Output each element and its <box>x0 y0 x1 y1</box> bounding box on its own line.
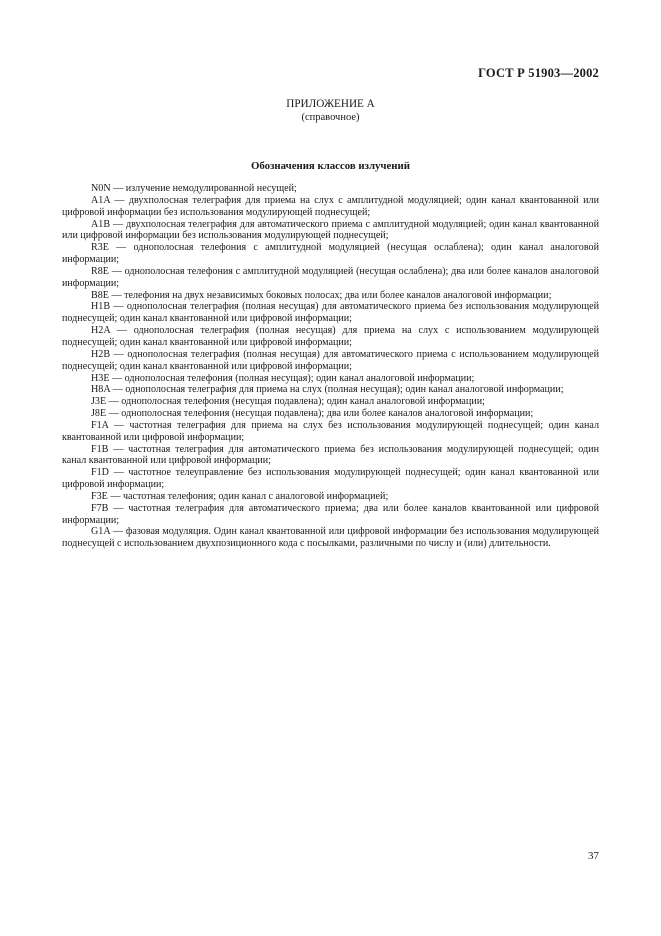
list-item: G1A — фазовая модуляция. Один канал квантованной или цифровой информации без использования модулирующей поднесущей с использованием двухпозиционного кода с посылками, различными по числу и (или) длительности. <box>62 526 599 550</box>
appendix-subtitle: (справочное) <box>301 112 360 123</box>
section-title: Обозначения классов излучений <box>251 160 410 172</box>
list-item: J3E — однополосная телефония (несущая подавлена); один канал аналоговой информации; <box>91 396 485 408</box>
appendix-title: ПРИЛОЖЕНИЕ А <box>286 98 375 110</box>
list-item: H2B — однополосная телеграфия (полная несущая) для автоматического приема с использованием модулирующей поднесущей; один канал квантованной или цифровой информации; <box>62 348 599 372</box>
list-item: H3E — однополосная телефония (полная несущая); один канал аналоговой информации; <box>91 372 475 384</box>
list-item: F3E — частотная телефония; один канал с аналоговой информацией; <box>91 490 389 502</box>
list-item: A1A — двухполосная телеграфия для приема на слух с амплитудной модуляцией; один канал квантованной или цифровой информации без использования модулирующей поднесущей; <box>62 194 599 218</box>
list-item: B8E — телефония на двух независимых боковых полосах; два или более каналов аналоговой информации; <box>91 289 552 301</box>
list-item: A1B — двухполосная телеграфия для автоматического приема с амплитудной модуляцией; один канал квантованной или цифровой информации без использования модулирующей поднесущей; <box>62 218 599 242</box>
list-item: H8A — однополосная телеграфия для приема на слух (полная несущая); один канал аналоговой информации; <box>91 384 564 396</box>
emission-class-list <box>62 183 599 550</box>
list-item: F7B — частотная телеграфия для автоматического приема; два или более каналов квантованной или цифровой информации; <box>62 502 599 526</box>
standard-code: ГОСТ Р 51903—2002 <box>478 66 599 80</box>
list-item: H1B — однополосная телеграфия (полная несущая) для автоматического приема без использования модулирующей поднесущей; один канал квантованной или цифровой информации; <box>62 301 599 325</box>
list-item: R8E — однополосная телефония с амплитудной модуляцией (несущая ослаблена); два или более каналов аналоговой информации; <box>62 265 599 289</box>
appendix-heading <box>0 98 661 124</box>
list-item: F1A — частотная телеграфия для приема на слух без использования модулирующей поднесущей; один канал квантованной или цифровой информации; <box>62 419 599 443</box>
list-item: R3E — однополосная телефония с амплитудной модуляцией (несущая ослаблена); один канал аналоговой информации; <box>62 242 599 266</box>
list-item: J8E — однополосная телефония (несущая подавлена); два или более каналов аналоговой информации; <box>91 408 534 420</box>
list-item: H2A — однополосная телеграфия (полная несущая) для приема на слух с использованием модулирующей поднесущей; один канал квантованной или цифровой информации; <box>62 325 599 348</box>
page-number: 37 <box>588 850 599 862</box>
list-item: N0N — излучение немодулированной несущей; <box>91 183 297 194</box>
list-item: F1B — частотная телеграфия для автоматического приема без использования модулирующей поднесущей; один канал квантованной или цифровой информации; <box>62 443 599 467</box>
list-item: F1D — частотное телеуправление без использования модулирующей поднесущей; один канал квантованной или цифровой информации; <box>62 467 599 491</box>
